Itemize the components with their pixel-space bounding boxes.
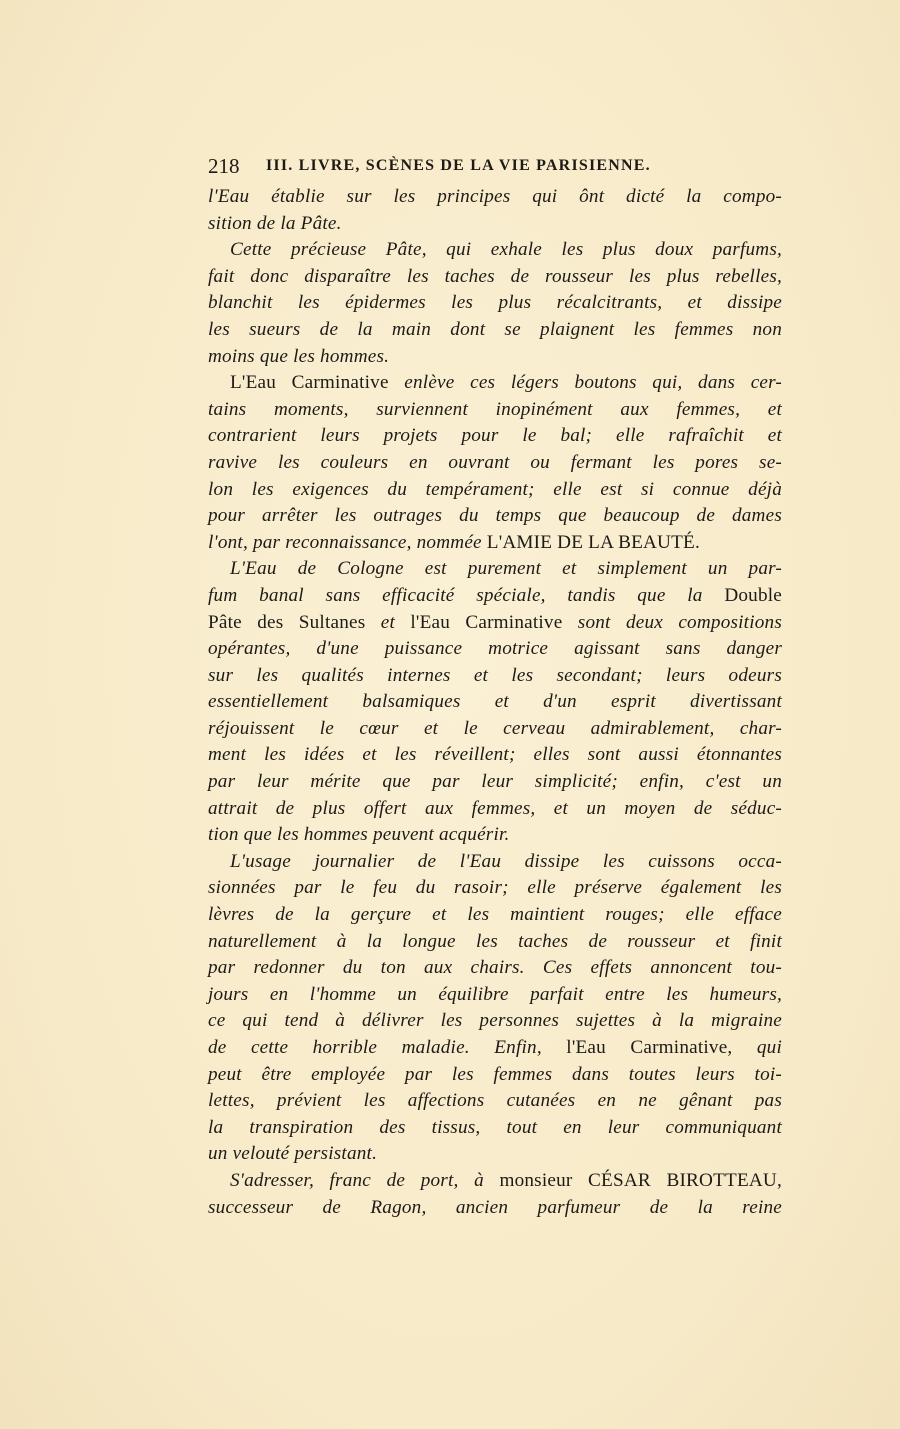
text-line — [208, 290, 782, 317]
text-segment: par redonner du ton aux chairs. Ces effets annoncent tou- — [208, 957, 782, 979]
text-segment: Double — [724, 584, 782, 606]
text-segment: la transpiration des tissus, tout en leur communiquant — [208, 1116, 782, 1138]
text-line — [208, 397, 782, 424]
text-segment: peut être employée par les femmes dans toutes leurs toi- — [208, 1063, 782, 1085]
text-segment: jours en l'homme un équilibre parfait entre les humeurs, — [208, 983, 782, 1005]
text-line — [208, 663, 782, 690]
text-segment: réjouissent le cœur et le cerveau admirablement, char- — [208, 717, 782, 739]
text-segment: les sueurs de la main dont se plaignent les femmes non — [208, 318, 782, 340]
text-line — [208, 689, 782, 716]
text-line — [208, 530, 782, 557]
text-segment: sur les qualités internes et les secondant; leurs odeurs — [208, 664, 782, 686]
text-segment: l'Eau établie sur les principes qui ônt dicté la compo- — [208, 186, 782, 207]
text-line — [208, 929, 782, 956]
text-segment: enlève ces légers boutons qui, dans cer- — [404, 372, 783, 394]
text-segment: naturellement à la longue les taches de rousseur et finit — [208, 930, 782, 952]
text-line — [208, 742, 782, 769]
text-line — [208, 370, 782, 397]
text-segment: opérantes, d'une puissance motrice agissant sans danger — [208, 638, 782, 660]
text-segment: qui — [756, 1037, 782, 1058]
text-segment: ravive les couleurs en ouvrant ou fermant les pores se- — [208, 451, 782, 473]
text-line — [208, 636, 782, 663]
text-segment: contrarient leurs projets pour le bal; elle rafraîchit et — [208, 425, 782, 447]
text-segment: S'adresser, franc de port, à — [230, 1169, 500, 1191]
page-body-text — [208, 184, 782, 1221]
text-line — [208, 982, 782, 1009]
text-segment: essentiellement balsamiques et d'un esprit divertissant — [208, 691, 782, 713]
text-line — [208, 477, 782, 504]
text-segment: blanchit les épidermes les plus récalcitrants, et dissipe — [208, 292, 782, 314]
text-line — [208, 902, 782, 929]
text-segment: lettes, prévient les affections cutanées en ne gênant pas — [208, 1090, 782, 1112]
text-segment: fait donc disparaître les taches de rousseur les plus rebelles, — [208, 265, 782, 287]
text-line — [208, 1062, 782, 1089]
text-segment: pour arrêter les outrages du temps que beaucoup de dames — [208, 505, 782, 527]
text-line — [208, 822, 782, 849]
text-segment: attrait de plus offert aux femmes, et un moyen de séduc- — [208, 797, 782, 819]
text-line — [208, 583, 782, 610]
text-line — [208, 610, 782, 637]
text-line — [208, 1088, 782, 1115]
page-number: 218 — [208, 154, 240, 178]
text-segment: fum banal sans efficacité spéciale, tandis que la — [208, 584, 725, 606]
text-line — [208, 317, 782, 344]
text-segment: successeur de Ragon, ancien parfumeur de la reine — [208, 1196, 782, 1218]
text-segment: L'usage journalier de l'Eau dissipe les cuissons occa- — [230, 850, 782, 872]
text-segment: L'Eau de Cologne est purement et simplement un par- — [230, 558, 782, 580]
text-segment: Cette précieuse Pâte, qui exhale les plus doux parfums, — [230, 239, 782, 261]
text-line — [208, 955, 782, 982]
text-segment: lèvres de la gerçure et les maintient rouges; elle efface — [208, 904, 782, 926]
text-segment: sionnées par le feu du rasoir; elle préserve également les — [208, 877, 782, 899]
text-segment: l'Eau Carminative — [410, 611, 578, 633]
text-segment: un velouté persistant. — [208, 1143, 378, 1165]
text-segment: et — [380, 611, 411, 633]
text-line — [208, 344, 782, 371]
text-line — [208, 875, 782, 902]
running-header — [208, 154, 782, 180]
text-line — [208, 211, 782, 238]
text-segment: sition de la Pâte. — [208, 212, 342, 234]
text-segment: de cette horrible maladie. Enfin, — [208, 1037, 567, 1058]
text-segment: Pâte des Sultanes — [208, 611, 381, 633]
text-segment: moins que les hommes. — [208, 345, 390, 367]
text-segment: par leur mérite que par leur simplicité; enfin, c'est un — [208, 771, 782, 793]
text-segment: tains moments, surviennent inopinément aux femmes, et — [208, 398, 782, 420]
text-segment: L'Eau Carminative — [230, 372, 405, 394]
text-line — [208, 716, 782, 743]
text-line — [208, 1008, 782, 1035]
text-line — [208, 264, 782, 291]
text-line — [208, 1195, 782, 1222]
text-segment: l'Eau Carminative, — [566, 1037, 757, 1058]
text-segment: L'AMIE DE LA BEAUTÉ. — [486, 531, 700, 553]
text-segment: ce qui tend à délivrer les personnes sujettes à la migraine — [208, 1010, 782, 1032]
text-line — [208, 503, 782, 530]
text-line — [208, 849, 782, 876]
text-line — [208, 237, 782, 264]
text-line — [208, 1115, 782, 1142]
text-line — [208, 423, 782, 450]
text-line — [208, 1141, 782, 1168]
text-segment: monsieur CÉSAR BIROTTEAU, — [499, 1169, 782, 1191]
text-segment: ment les idées et les réveillent; elles sont aussi étonnantes — [208, 744, 782, 766]
text-line — [208, 769, 782, 796]
text-line — [208, 796, 782, 823]
running-title: III. LIVRE, SCÈNES DE LA VIE PARISIENNE. — [266, 157, 651, 174]
text-line — [208, 1035, 782, 1062]
text-segment: lon les exigences du tempérament; elle est si connue déjà — [208, 478, 782, 500]
text-line — [208, 450, 782, 477]
text-segment: tion que les hommes peuvent acquérir. — [208, 824, 510, 846]
text-segment: l'ont, par reconnaissance, nommée — [208, 531, 487, 553]
text-segment: sont deux compositions — [577, 611, 782, 633]
text-line — [208, 556, 782, 583]
text-line — [208, 1168, 782, 1195]
text-line — [208, 184, 782, 211]
